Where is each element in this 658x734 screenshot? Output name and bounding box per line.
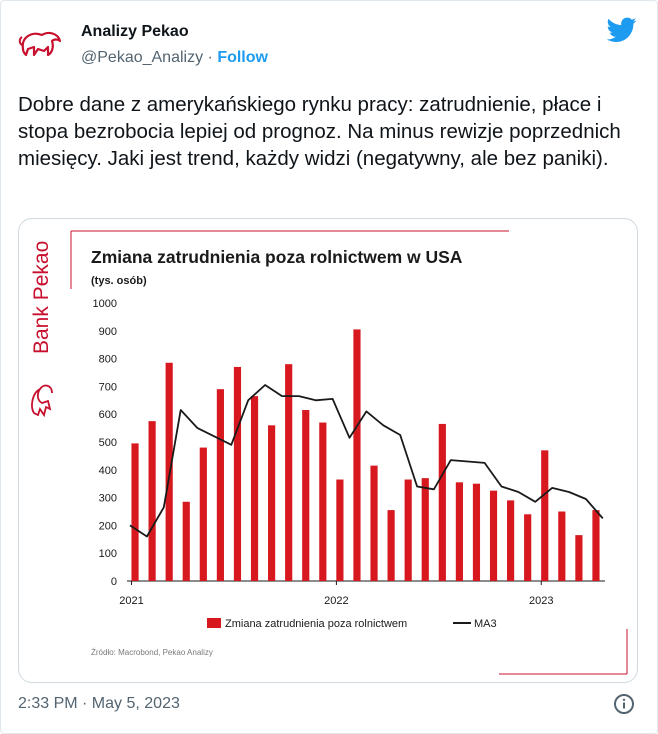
bar xyxy=(388,510,395,581)
y-tick-label: 800 xyxy=(98,353,117,366)
bar xyxy=(473,484,480,581)
bar xyxy=(353,329,360,581)
y-tick-label: 200 xyxy=(98,520,117,533)
bar xyxy=(336,480,343,581)
bar xyxy=(524,514,531,581)
bar xyxy=(575,535,582,581)
bar xyxy=(234,367,241,581)
x-tick-label: 2023 xyxy=(529,595,554,607)
chart-source: Źródło: Macrobond, Pekao Analizy xyxy=(91,648,213,657)
bar xyxy=(149,421,156,581)
y-tick-label: 100 xyxy=(98,548,117,561)
bar xyxy=(251,396,258,581)
chart-subtitle: (tys. osób) xyxy=(91,275,147,287)
employment-chart xyxy=(19,219,637,682)
bar xyxy=(456,482,463,581)
bar xyxy=(592,510,599,581)
bar xyxy=(439,424,446,581)
bar xyxy=(183,502,190,581)
bar xyxy=(268,425,275,581)
bison-logo-icon[interactable] xyxy=(18,25,64,65)
tweet-media-chart[interactable] xyxy=(18,218,638,683)
y-tick-label: 400 xyxy=(98,464,117,477)
bar xyxy=(507,500,514,581)
y-tick-label: 1000 xyxy=(92,298,117,310)
bar xyxy=(200,448,207,581)
y-tick-label: 0 xyxy=(110,576,117,588)
x-tick-label: 2021 xyxy=(119,595,144,607)
twitter-bird-icon[interactable] xyxy=(607,17,637,43)
follow-button[interactable]: Follow xyxy=(217,49,268,66)
bar xyxy=(405,480,412,581)
bar xyxy=(558,512,565,582)
x-tick-label: 2022 xyxy=(324,595,349,607)
bar xyxy=(319,423,326,581)
y-tick-label: 600 xyxy=(98,409,117,422)
tweet-timestamp[interactable]: 2:33 PM · May 5, 2023 xyxy=(18,695,180,712)
legend-label-bars: Zmiana zatrudnienia poza rolnictwem xyxy=(225,618,408,630)
y-tick-label: 900 xyxy=(98,325,117,338)
bar xyxy=(541,450,548,581)
bar xyxy=(302,410,309,581)
bar xyxy=(490,491,497,581)
info-icon[interactable] xyxy=(613,693,635,715)
handle-separator: · xyxy=(203,49,218,66)
bar xyxy=(217,389,224,581)
legend-label-ma3: MA3 xyxy=(474,618,497,630)
chart-title: Zmiana zatrudnienia poza rolnictwem w USA xyxy=(91,247,463,267)
tweet-text: Dobre dane z amerykańskiego rynku pracy: zatrudnienie, płace i stopa bezrobocia lepiej od prognoz. Na minus rewizje poprzednich miesięcy. Jaki jest trend, każdy widzi (negatywny, ale bez paniki). xyxy=(18,93,621,170)
bar xyxy=(131,443,138,581)
legend-swatch-bars xyxy=(207,618,221,628)
bar xyxy=(422,478,429,581)
author-handle[interactable]: @Pekao_Analizy xyxy=(81,49,204,66)
author-handle-row xyxy=(81,49,268,67)
y-tick-label: 500 xyxy=(98,437,117,449)
author-name[interactable]: Analizy Pekao xyxy=(81,23,189,40)
y-tick-label: 700 xyxy=(98,381,117,394)
bar xyxy=(370,466,377,581)
y-tick-label: 300 xyxy=(98,492,117,505)
brand-vertical-text: Bank Pekao xyxy=(30,240,53,354)
